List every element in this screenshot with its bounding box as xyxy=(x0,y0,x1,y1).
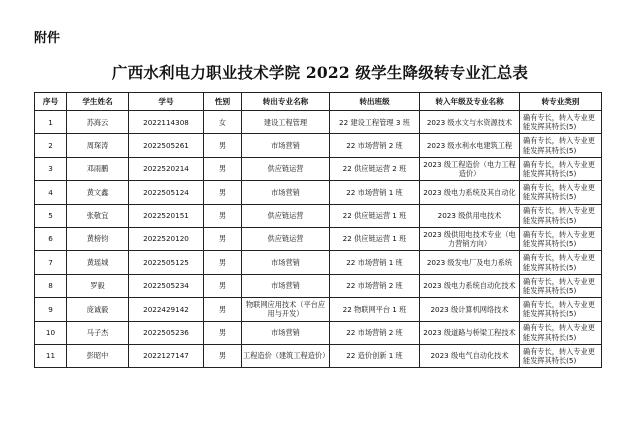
cell-to-major: 2023 级发电厂及电力系统 xyxy=(420,251,520,274)
cell-name: 马子杰 xyxy=(67,321,129,344)
cell-from-major: 市场营销 xyxy=(242,321,330,344)
cell-student-id: 2022505125 xyxy=(129,251,204,274)
table-row xyxy=(35,134,602,157)
cell-from-major: 供应链运营 xyxy=(242,227,330,250)
cell-from-major: 物联网应用技术（平台应用与开发） xyxy=(242,298,330,321)
cell-category: 确有专长，转入专业更能发挥其特长(5) xyxy=(520,157,602,180)
cell-from-class: 22 建设工程管理 3 班 xyxy=(330,111,420,134)
table-row xyxy=(35,274,602,297)
header-from-class: 转出班级 xyxy=(330,93,420,111)
cell-from-class: 22 供应链运营 1 班 xyxy=(330,227,420,250)
cell-gender: 男 xyxy=(204,321,242,344)
header-to-major: 转入年级及专业名称 xyxy=(420,93,520,111)
cell-from-class: 22 供应链运营 2 班 xyxy=(330,157,420,180)
cell-gender: 男 xyxy=(204,204,242,227)
cell-index: 5 xyxy=(35,204,67,227)
cell-student-id: 2022114308 xyxy=(129,111,204,134)
cell-gender: 男 xyxy=(204,134,242,157)
cell-from-class: 22 供应链运营 1 班 xyxy=(330,204,420,227)
cell-gender: 男 xyxy=(204,274,242,297)
cell-gender: 男 xyxy=(204,298,242,321)
cell-student-id: 2022520120 xyxy=(129,227,204,250)
cell-index: 2 xyxy=(35,134,67,157)
cell-from-major: 市场营销 xyxy=(242,251,330,274)
cell-index: 8 xyxy=(35,274,67,297)
cell-gender: 男 xyxy=(204,181,242,204)
cell-gender: 男 xyxy=(204,157,242,180)
table-row xyxy=(35,157,602,180)
cell-index: 6 xyxy=(35,227,67,250)
table-row xyxy=(35,344,602,367)
cell-to-major: 2023 级电力系统及其自动化 xyxy=(420,181,520,204)
cell-gender: 女 xyxy=(204,111,242,134)
cell-from-major: 工程造价（建筑工程造价） xyxy=(242,344,330,367)
cell-index: 4 xyxy=(35,181,67,204)
cell-to-major: 2023 级供用电技术 xyxy=(420,204,520,227)
attachment-label: 附件 xyxy=(34,31,61,46)
cell-to-major: 2023 级水利水电建筑工程 xyxy=(420,134,520,157)
cell-to-major: 2023 级道路与桥梁工程技术 xyxy=(420,321,520,344)
cell-to-major: 2023 级水文与水资源技术 xyxy=(420,111,520,134)
cell-student-id: 2022505124 xyxy=(129,181,204,204)
cell-from-class: 22 物联网平台 1 班 xyxy=(330,298,420,321)
cell-category: 确有专长，转入专业更能发挥其特长(5) xyxy=(520,181,602,204)
cell-gender: 男 xyxy=(204,344,242,367)
table-header-row xyxy=(35,93,602,111)
table-row xyxy=(35,204,602,227)
cell-name: 黄榜钧 xyxy=(67,227,129,250)
cell-name: 彭昭中 xyxy=(67,344,129,367)
header-from-major: 转出专业名称 xyxy=(242,93,330,111)
cell-name: 张敬宜 xyxy=(67,204,129,227)
cell-name: 苏海云 xyxy=(67,111,129,134)
cell-to-major: 2023 级计算机网络技术 xyxy=(420,298,520,321)
cell-from-major: 市场营销 xyxy=(242,181,330,204)
cell-to-major: 2023 级供用电技术专业（电力营销方向） xyxy=(420,227,520,250)
cell-to-major: 2023 级工程造价（电力工程造价） xyxy=(420,157,520,180)
cell-name: 黄文鑫 xyxy=(67,181,129,204)
header-category: 转专业类别 xyxy=(520,93,602,111)
cell-to-major: 2023 级电气自动化技术 xyxy=(420,344,520,367)
cell-from-major: 供应链运营 xyxy=(242,157,330,180)
table-body xyxy=(35,111,602,368)
cell-index: 1 xyxy=(35,111,67,134)
cell-index: 9 xyxy=(35,298,67,321)
document-title: 广西水利电力职业技术学院 2022 级学生降级转专业汇总表 xyxy=(111,63,529,82)
cell-index: 3 xyxy=(35,157,67,180)
cell-student-id: 2022127147 xyxy=(129,344,204,367)
cell-index: 11 xyxy=(35,344,67,367)
table-row xyxy=(35,111,602,134)
table-row xyxy=(35,181,602,204)
cell-from-class: 22 市场营销 1 班 xyxy=(330,251,420,274)
cell-from-major: 市场营销 xyxy=(242,134,330,157)
cell-category: 确有专长，转入专业更能发挥其特长(5) xyxy=(520,111,602,134)
table-row xyxy=(35,298,602,321)
cell-from-class: 22 市场营销 2 班 xyxy=(330,274,420,297)
cell-student-id: 2022505261 xyxy=(129,134,204,157)
header-student-id: 学号 xyxy=(129,93,204,111)
cell-gender: 男 xyxy=(204,227,242,250)
cell-name: 周琛涛 xyxy=(67,134,129,157)
cell-name: 罗毅 xyxy=(67,274,129,297)
header-index: 序号 xyxy=(35,93,67,111)
cell-name: 庞诚毅 xyxy=(67,298,129,321)
transfer-summary-table xyxy=(34,92,602,368)
cell-from-class: 22 造价创新 1 班 xyxy=(330,344,420,367)
cell-index: 7 xyxy=(35,251,67,274)
cell-category: 确有专长，转入专业更能发挥其特长(5) xyxy=(520,134,602,157)
table-row xyxy=(35,251,602,274)
cell-from-class: 22 市场营销 2 班 xyxy=(330,134,420,157)
table-row xyxy=(35,321,602,344)
cell-gender: 男 xyxy=(204,251,242,274)
cell-index: 10 xyxy=(35,321,67,344)
cell-category: 确有专长，转入专业更能发挥其特长(5) xyxy=(520,204,602,227)
table-row xyxy=(35,227,602,250)
cell-student-id: 2022520151 xyxy=(129,204,204,227)
cell-student-id: 2022505236 xyxy=(129,321,204,344)
header-name: 学生姓名 xyxy=(67,93,129,111)
cell-from-major: 供应链运营 xyxy=(242,204,330,227)
cell-category: 确有专长，转入专业更能发挥其特长(5) xyxy=(520,321,602,344)
cell-from-major: 建设工程管理 xyxy=(242,111,330,134)
cell-student-id: 2022429142 xyxy=(129,298,204,321)
cell-category: 确有专长，转入专业更能发挥其特长(5) xyxy=(520,274,602,297)
cell-name: 黄瑶城 xyxy=(67,251,129,274)
cell-name: 邓雨鹏 xyxy=(67,157,129,180)
cell-from-major: 市场营销 xyxy=(242,274,330,297)
cell-student-id: 2022520214 xyxy=(129,157,204,180)
cell-category: 确有专长，转入专业更能发挥其特长(5) xyxy=(520,344,602,367)
header-gender: 性别 xyxy=(204,93,242,111)
cell-from-class: 22 市场营销 1 班 xyxy=(330,181,420,204)
cell-from-class: 22 市场营销 2 班 xyxy=(330,321,420,344)
cell-to-major: 2023 级电力系统自动化技术 xyxy=(420,274,520,297)
cell-category: 确有专长，转入专业更能发挥其特长(5) xyxy=(520,298,602,321)
cell-student-id: 2022505234 xyxy=(129,274,204,297)
cell-category: 确有专长，转入专业更能发挥其特长(5) xyxy=(520,251,602,274)
cell-category: 确有专长，转入专业更能发挥其特长(5) xyxy=(520,227,602,250)
